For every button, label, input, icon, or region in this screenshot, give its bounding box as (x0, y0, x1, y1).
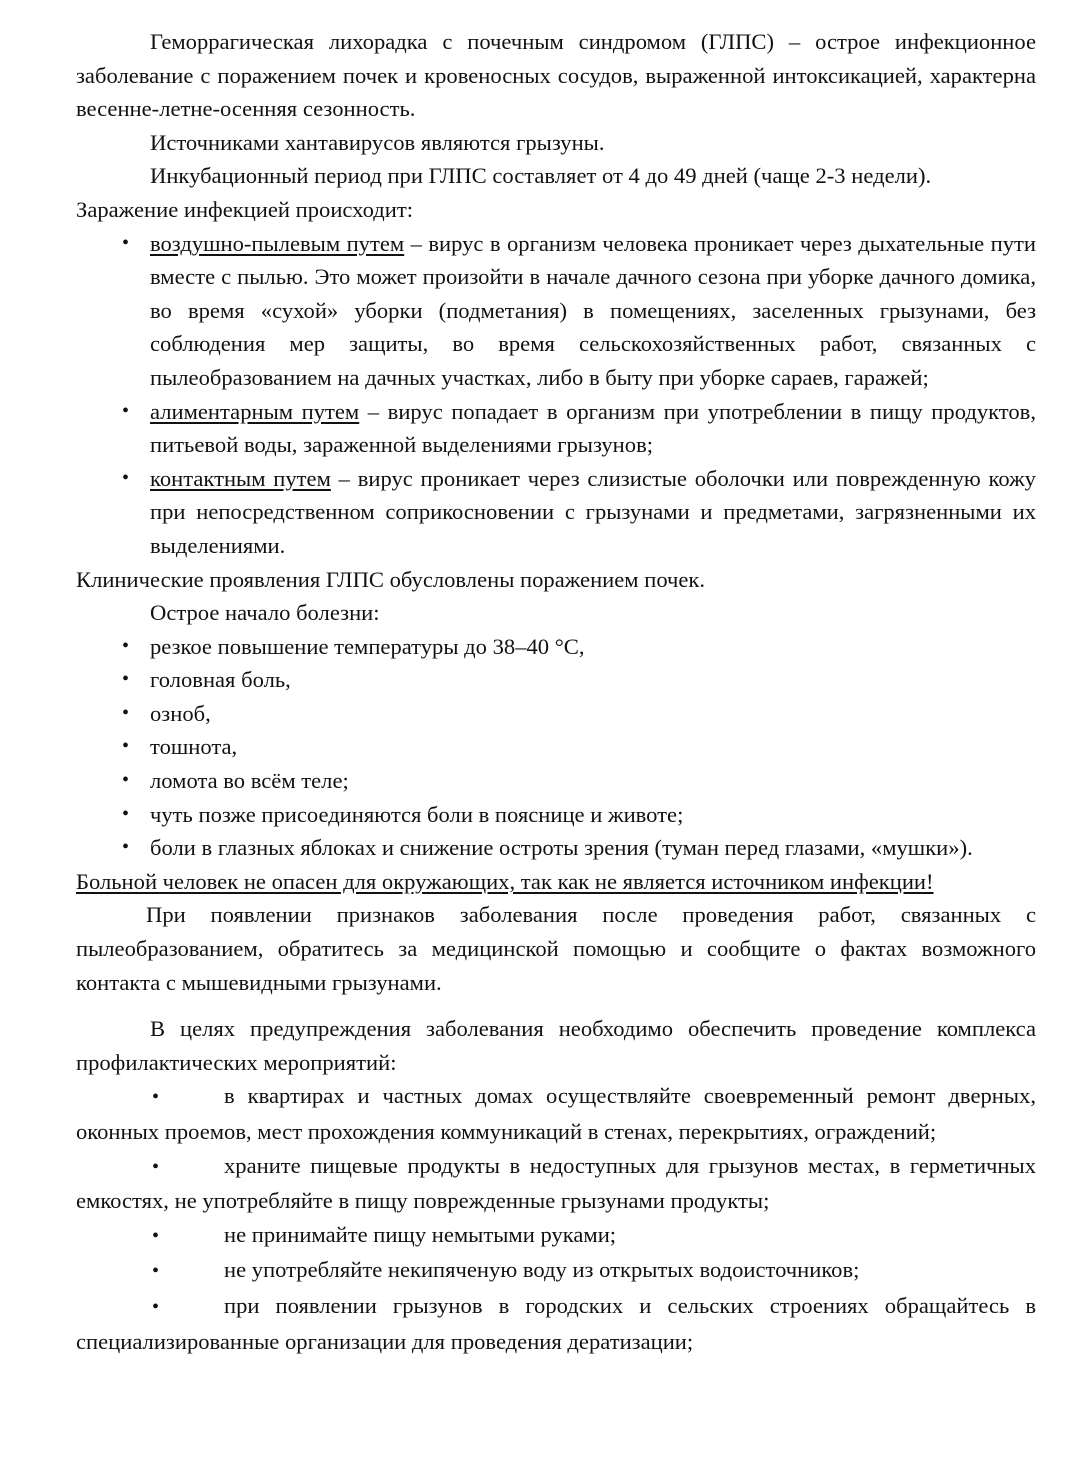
transmission-text: – вирус попадает в организм при употреблении в пищу продуктов, питьевой воды, зараженной выделениями грызунов; (150, 398, 1036, 458)
transmission-text: – вирус в организм человека проникает через дыхательные пути вместе с пылью. Это может произойти в начале дачного сезона при уборке дачного домика, во время «сухой» уборки (подметания) в помещениях, заселенных грызунами, без соблюдения мер защиты, во время сельскохозяйственных работ, связанных с пылеобразованием на дачных участках, либо в быту при уборке сараев, гаражей; (150, 230, 1036, 390)
symptom-text: озноб, (150, 700, 211, 726)
bullet-icon: • (122, 802, 130, 825)
prevention-text: не принимайте пищу немытыми руками; (224, 1221, 617, 1247)
list-item (76, 730, 1036, 764)
list-item (76, 663, 1036, 697)
bullet-icon: • (122, 769, 130, 792)
prevention-text: в квартирах и частных домах осуществляйте своевременный ремонт дверных, оконных проемов, мест прохождения коммуникаций в стенах, перекрытиях, ограждений; (76, 1083, 1036, 1144)
list-item (76, 1218, 1036, 1254)
list-item (76, 764, 1036, 798)
bullet-icon: • (152, 1086, 160, 1109)
list-item (76, 1149, 1036, 1218)
list-item (76, 1289, 1036, 1358)
spacer (76, 999, 1036, 1012)
bullet-icon: • (122, 836, 130, 859)
transmission-text: – вирус проникает через слизистые оболочки или поврежденную кожу при непосредственном соприкосновении с грызунами и предметами, загрязненными их выделениями. (150, 465, 1036, 558)
onset-heading: Острое начало болезни: (150, 600, 380, 626)
symptom-text: ломота во всём теле; (150, 768, 349, 794)
prevention-intro: В целях предупреждения заболевания необходимо обеспечить проведение комплекса профилактических мероприятий: (76, 1016, 1036, 1075)
symptom-text: головная боль, (150, 667, 291, 693)
clinical-paragraph: Клинические проявления ГЛПС обусловлены поражением почек. (76, 566, 706, 592)
prevention-text: не употребляйте некипяченую воду из открытых водоисточников; (224, 1257, 860, 1283)
list-item (76, 1253, 1036, 1289)
transmission-list (76, 227, 1036, 563)
symptom-text: боли в глазных яблоках и снижение остроты зрения (туман перед глазами, «мушки»). (150, 835, 973, 861)
list-item (76, 798, 1036, 832)
bullet-icon: • (122, 668, 130, 691)
bullet-icon: • (152, 1295, 160, 1318)
source-paragraph: Источниками хантавирусов являются грызуны. (150, 129, 605, 155)
bullet-icon: • (122, 231, 130, 254)
list-item (76, 697, 1036, 731)
warning-notice: Больной человек не опасен для окружающих, так как не является источником инфекции! (76, 868, 934, 894)
bullet-icon: • (122, 466, 130, 489)
bullet-icon: • (122, 634, 130, 657)
document-body (76, 25, 1036, 1358)
advice-paragraph: При появлении признаков заболевания после проведения работ, связанных с пылеобразованием, обратитесь за медицинской помощью и сообщите о фактах возможного контакта с мышевидными грызунами. (76, 902, 1036, 995)
transmission-heading: Заражение инфекцией происходит: (76, 196, 413, 222)
incubation-paragraph: Инкубационный период при ГЛПС составляет от 4 до 49 дней (чаще 2-3 недели). (150, 163, 932, 189)
list-item (76, 831, 1036, 865)
prevention-text: храните пищевые продукты в недоступных для грызунов местах, в герметичных емкостях, не употребляйте в пищу поврежденные грызунами продукты; (76, 1152, 1036, 1214)
symptoms-list (76, 630, 1036, 865)
bullet-icon: • (152, 1224, 160, 1247)
bullet-icon: • (122, 399, 130, 422)
prevention-text: при появлении грызунов в городских и сельских строениях обращайтесь в специализированные организации для проведения дератизации; (76, 1292, 1036, 1354)
transmission-term: воздушно-пылевым путем (150, 230, 405, 256)
list-item (76, 395, 1036, 462)
symptom-text: резкое повышение температуры до 38–40 °С, (150, 633, 585, 659)
symptom-text: тошнота, (150, 734, 238, 760)
intro-paragraph: Геморрагическая лихорадка с почечным синдромом (ГЛПС) – острое инфекционное заболевание с поражением почек и кровеносных сосудов, выраженной интоксикацией, характерна весенне-летне-осенняя сезонность. (76, 29, 1036, 122)
list-item (76, 630, 1036, 664)
bullet-icon: • (152, 1260, 160, 1283)
transmission-term: алиментарным путем (150, 398, 360, 424)
list-item (76, 227, 1036, 395)
list-item (76, 1079, 1036, 1148)
bullet-icon: • (122, 735, 130, 758)
list-item (76, 462, 1036, 563)
bullet-icon: • (152, 1155, 160, 1178)
bullet-icon: • (122, 701, 130, 724)
transmission-term: контактным путем (150, 465, 331, 491)
symptom-text: чуть позже присоединяются боли в пояснице и животе; (150, 801, 684, 827)
